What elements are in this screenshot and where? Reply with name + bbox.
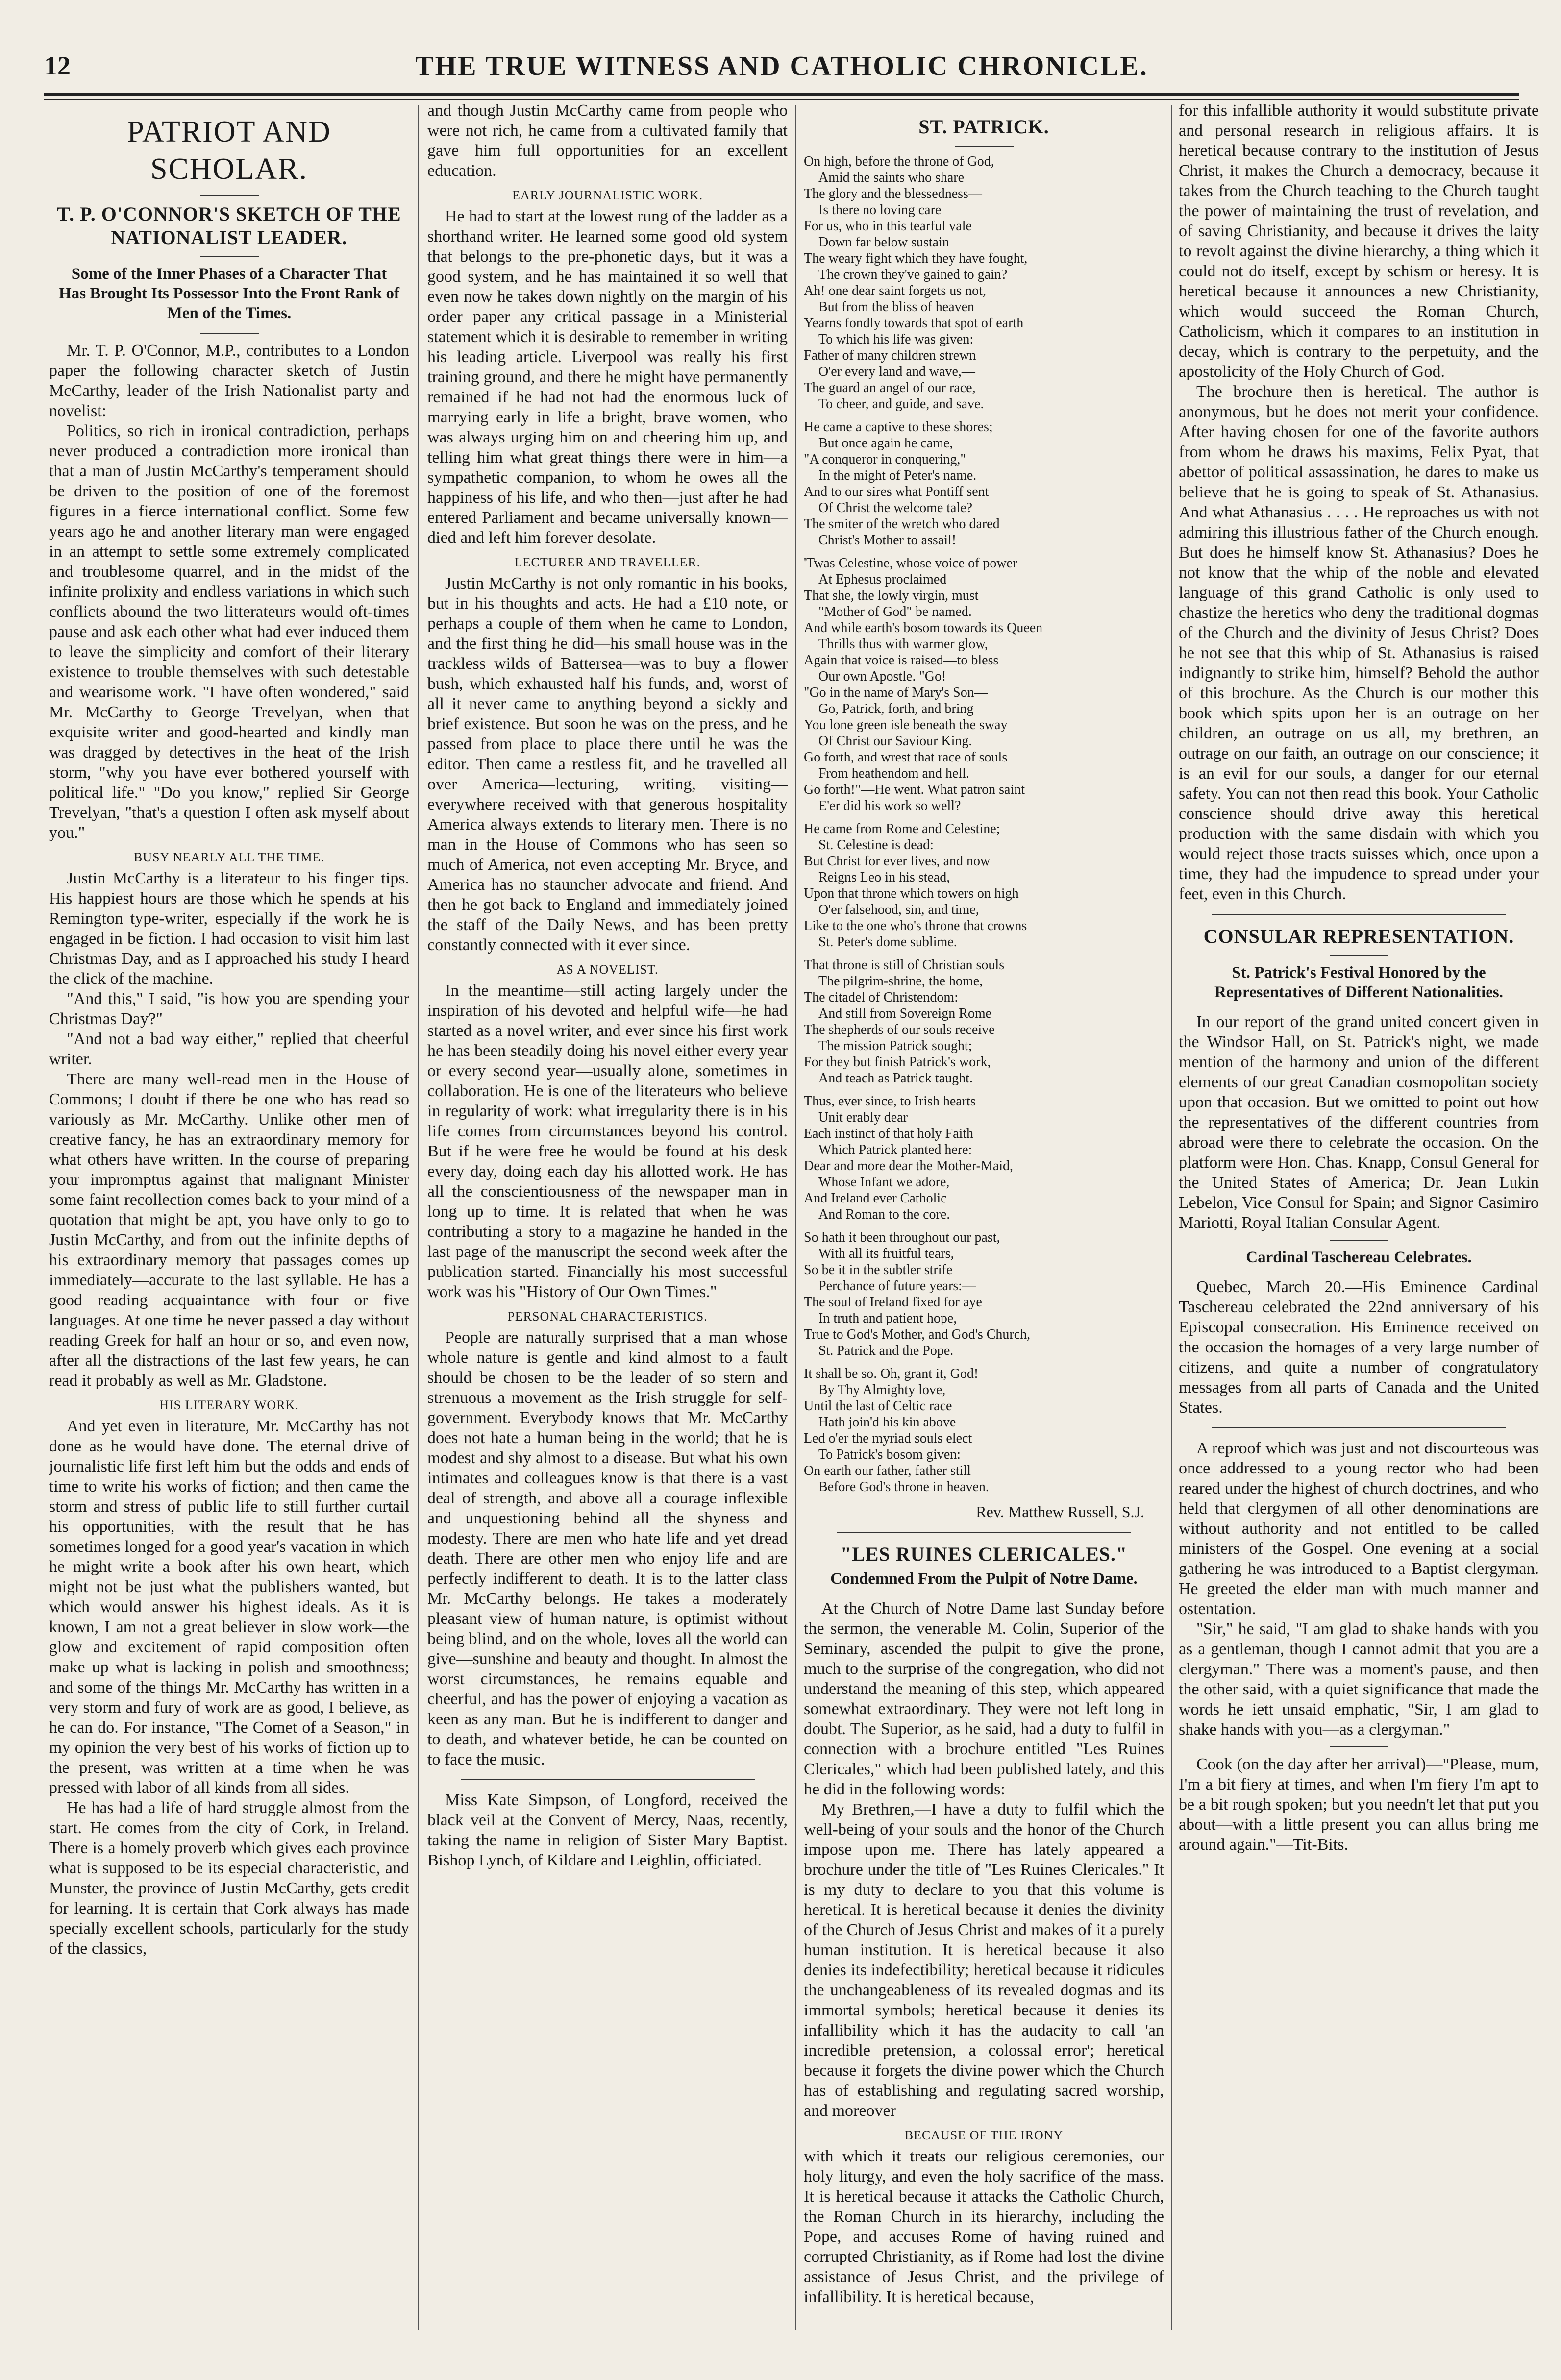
poem-line: The citadel of Christendom:: [804, 990, 958, 1005]
poem-line: He came from Rome and Celestine;: [804, 821, 1000, 836]
poem-line: With all its fruitful tears,: [818, 1246, 954, 1261]
poem-line: It shall be so. Oh, grant it, God!: [804, 1366, 979, 1381]
article-divider: [837, 1532, 1131, 1533]
paragraph: My Brethren,—I have a duty to fulfil which the well-being of your souls and the honor of the Church impose upon me. There has lately appeared a brochure under the title of "Les Ruines Clericales." It is my duty to declare to you that this volume is heretical. It is heretical because it denies the divinity of the Church of Jesus Christ and makes of it a purely human institution. It is heretical because it also denies its indefectibility; heretical because it ridicules the unchangeableness of its revealed dogmas and its immortal symbols; heretical because it denies its infallibility which it has the audacity to call 'an incredible pretension, a colossal error'; heretical because it forgets the divine power which the Church has of establishing and regulating sacred worship, and moreover: [804, 1800, 1164, 2120]
poem-line: Like to the one who's throne that crowns: [804, 918, 1027, 933]
poem-title: ST. PATRICK.: [918, 116, 1049, 138]
poem-line: That she, the lowly virgin, must: [804, 588, 979, 603]
section-heading: BECAUSE OF THE IRONY: [904, 2128, 1064, 2142]
column-4: [1179, 100, 1539, 2335]
poem-line: And Ireland ever Catholic: [804, 1191, 947, 1206]
paragraph: "And not a bad way either," replied that cheerful writer.: [49, 1030, 409, 1068]
poem-line: Amid the saints who share: [818, 170, 965, 185]
paragraph: He has had a life of hard struggle almost from the start. He comes from the city of Cork, in Ireland. There is a homely proverb which gives each province what is supposed to be its especial characteristic, and Munster, the province of Justin McCarthy, gets credit for learning. It is certain that Cork always has made specially excellent schools, particularly for the study of the classics,: [49, 1799, 409, 1958]
poem-line: 'Twas Celestine, whose voice of power: [804, 556, 1017, 571]
poem-line: You lone green isle beneath the sway: [804, 717, 1008, 733]
paragraph: Mr. T. P. O'Connor, M.P., contributes to a London paper the following character sketch of Justin McCarthy, leader of the Irish Nationalist party and novelist:: [49, 342, 409, 420]
poem-line: On earth our father, father still: [804, 1463, 971, 1478]
poem-line: True to God's Mother, and God's Church,: [804, 1327, 1031, 1342]
poem-line: But once again he came,: [818, 436, 953, 451]
section-heading: AS A NOVELIST.: [556, 962, 659, 977]
poem-stanza: [804, 1229, 1164, 1359]
masthead-rule-thin: [44, 99, 1519, 100]
section-rule: [1330, 1240, 1388, 1241]
poem-line: Yearns fondly towards that spot of earth: [804, 316, 1024, 331]
poem-line: Go forth, and wrest that race of souls: [804, 750, 1008, 765]
poem-line: O'er every land and wave,—: [818, 364, 975, 379]
poem-stanza: [804, 419, 1164, 548]
poem-line: To Patrick's bosom given:: [818, 1447, 961, 1462]
paragraph: In our report of the grand united concert given in the Windsor Hall, on St. Patrick's night, we made mention of the harmony and union of the different elements of our great Canadian cosmopolitan society upon that occasion. But we omitted to point out how the representatives of the different countries from abroad were there to celebrate the occasion. On the platform were Hon. Chas. Knapp, Consul General for the United States of America; Dr. Jean Lukin Lebelon, Vice Consul for Spain; and Signor Casimiro Mariotti, Royal Italian Consular Agent.: [1179, 1013, 1539, 1232]
column-rule: [418, 105, 419, 2330]
poem-line: Go forth!"—He went. What patron saint: [804, 782, 1025, 797]
poem-line: The soul of Ireland fixed for aye: [804, 1295, 982, 1310]
poem-line: St. Patrick and the Pope.: [818, 1343, 954, 1358]
article-subhead: T. P. O'CONNOR'S SKETCH OF THE NATIONALIST LEADER.: [57, 203, 401, 248]
poem-line: Is there no loving care: [818, 202, 942, 218]
poem-stanza: [804, 1093, 1164, 1223]
article-headline: CONSULAR REPRESENTATION.: [1203, 925, 1514, 947]
poem-stanza: [804, 1366, 1164, 1495]
section-heading: LECTURER AND TRAVELLER.: [514, 555, 701, 569]
poem-line: For us, who in this tearful vale: [804, 219, 972, 234]
poem-line: Of Christ our Saviour King.: [818, 734, 972, 749]
poem-line: Whose Infant we adore,: [818, 1175, 950, 1190]
article-divider: [1212, 1427, 1506, 1428]
section-heading: BUSY NEARLY ALL THE TIME.: [133, 850, 325, 864]
paragraph: Quebec, March 20.—His Eminence Cardinal Taschereau celebrated the 22nd anniversary of his Episcopal consecration. His Eminence received on the occasion the homages of a very large number of citizens, and quite a number of congratulatory messages from all parts of Canada and the United States.: [1179, 1278, 1539, 1417]
masthead-rule: [44, 93, 1519, 96]
poem-line: St. Celestine is dead:: [818, 837, 934, 853]
paragraph: and though Justin McCarthy came from people who were not rich, he came from a cultivated family that gave him full opportunities for an excellent education.: [427, 101, 788, 180]
poem-line: In truth and patient hope,: [818, 1311, 957, 1326]
article-deck: Some of the Inner Phases of a Character That Has Brought Its Possessor Into the Front Rank of Men of the Times.: [59, 265, 399, 322]
paragraph: And yet even in literature, Mr. McCarthy has not done as he would have done. The eternal drive of journalistic life first left him but the odds and ends of time to write his works of fiction; and then came the storm and stress of public life to still further curtail his opportunities, with the result that he has sometimes longed for a good year's vacation in which he might write a book after his own heart, which might not be just what the publishers wanted, but which would answer his highest ideals. As it is known, I am not a great believer in slow work—the glow and excitement of rapid composition often make up what is lacking in polish and smoothness; and some of the things Mr. McCarthy has written in a very storm and fury of work are as good, I believe, as he can do. For instance, "The Comet of a Season," in my opinion the very best of his works of fiction up to the present, was written at a time when he was pressed with labor of all kinds from all sides.: [49, 1417, 409, 1797]
paragraph: A reproof which was just and not discourteous was once addressed to a young rector who had been reared under the highest of church doctrines, and who held that clergymen of all other denominations are without authority and not entitled to be called ministers of the Gospel. One evening at a social gathering he was introduced to a Baptist clergyman. He greeted the elder man with much manner and ostentation.: [1179, 1439, 1539, 1618]
masthead: [44, 47, 1519, 100]
poem-line: He came a captive to these shores;: [804, 419, 993, 435]
poem-line: So hath it been throughout our past,: [804, 1230, 1000, 1245]
poem-line: Thus, ever since, to Irish hearts: [804, 1094, 976, 1109]
paragraph: He had to start at the lowest rung of the ladder as a shorthand writer. He learned some good old system that belongs to the pre-phonetic days, but it was a good system, and he has maintained it so well that even now he takes down nightly on the margin of his order paper any critical passage in a Ministerial statement which it is desirable to remember in writing his leading article. Liverpool was really his first training ground, and there he might have permanently remained if he had not had the enormous luck of marrying early in life a bright, brave women, who was always urging him on and cheering him up, and telling him what great things there were in him—a sympathetic companion, to whom he owes all the happiness of his life, and who then—just after he had entered Parliament and became universally known—died and left him forever desolate.: [427, 207, 788, 547]
column-rule: [795, 105, 796, 2330]
page-number: 12: [44, 51, 71, 80]
paragraph: The brochure then is heretical. The author is anonymous, but he does not merit your confidence. After having chosen for one of the favorite authors from whom he draws his maxims, Felix Pyat, that abettor of political assassination, he dares to make us believe that he is going to speak of St. Athanasius. And what Athanasius . . . . He reproaches us with not admiring this illustrious father of the Church enough. But does he himself know St. Athanasius? Does he not know that the whip of the noble and elevated language of this grand Catholic is only used to chastize the heretics who deny the traditional dogmas of the Church and the divinity of Jesus Christ? Does he not see that this whip of St. Athanasius is raised indignantly to strike him, himself? Behold the author of this brochure. As the Church is our mother this book which spits upon her is an outrage on her children, an outrage on us all, my brethren, an outrage on our faith, an outrage on our conscience; it is an evil for our souls, a danger for our eternal safety. You can not then read this book. Your Catholic conscience should drive away this heretical production with the same disdain with which you would reject those tracts suisses which, once upon a time, they had the impudence to spread under your feet, even in this Church.: [1179, 383, 1539, 903]
poem-line: The pilgrim-shrine, the home,: [818, 974, 983, 989]
poem-line: Down far below sustain: [818, 235, 949, 250]
poem-line: Reigns Leo in his stead,: [818, 870, 950, 885]
poem-line: Unit erably dear: [818, 1110, 908, 1125]
item-rule: [1330, 1746, 1388, 1747]
poem-line: And Roman to the core.: [818, 1207, 950, 1222]
poem-line: On high, before the throne of God,: [804, 154, 994, 169]
paragraph: Politics, so rich in ironical contradiction, perhaps never produced a contradiction more ironical than that a man of Justin McCarthy's temperament should be driven to the position of one of the foremost figures in a fierce international conflict. Some few years ago he and another literary man were engaged in an attempt to settle some extremely complicated and troublesome quarrel, and in the midst of the infinite prolixity and endless variations in which such conflicts abound the two litterateurs would oft-times pause and ask each other what had ever induced them to leave the simplicity and comfort of their literary existence to trouble themselves with such detestable and wearisome work. "I have often wondered," said Mr. McCarthy to George Trevelyan, when that exquisite writer and good-hearted and kindly man was dragged by detectives in the heat of the Irish storm, "why you have ever bothered yourself with political life." "Do you know," replied Sir George Trevelyan, "that's a question I often ask myself about you.": [49, 422, 409, 842]
poem-line: That throne is still of Christian souls: [804, 957, 1005, 973]
column-2: [427, 100, 788, 2335]
poem-line: Upon that throne which towers on high: [804, 886, 1019, 901]
paragraph: In the meantime—still acting largely under the inspiration of his devoted and helpful wife—he had started as a novel writer, and ever since his first work he has been steadily doing his novel either every year or every second year—usually alone, sometimes in collaboration. He is one of the literateurs who believe in regularity of work: what irregularity there is in his life comes from circumstances beyond his control. But if he were free he would be found at his desk every day, doing each day his allotted work. He has all the conscientiousness of the newspaper man in long up to time. It is related that when he was contributing a story to a magazine he handed in the last page of the manuscript the second week after the publication started. Financially his most successful work was his "History of Our Own Times.": [427, 981, 788, 1301]
poem-stanza: [804, 821, 1164, 950]
paragraph: Miss Kate Simpson, of Longford, received the black veil at the Convent of Mercy, Naas, recently, taking the name in religion of Sister Mary Baptist. Bishop Lynch, of Kildare and Leighlin, officiated.: [427, 1791, 788, 1869]
paragraph: There are many well-read men in the House of Commons; I doubt if there be one who has read so variously as Mr. McCarthy. Unlike other men of creative fancy, he has an extraordinary memory for what others have written. In the course of preparing your impromptus against that malignant Minister some faint recollection comes back to your mind of a quotation that might be apt, you have only to go to Justin McCarthy, and from out the infinite depths of his extraordinary memory that passages comes up immediately—accurate to the last syllable. He has a good reading acquaintance with four or five languages. At one time he never passed a day without reading Greek for half an hour or so, and even now, after all the distractions of the last few years, he can read it probably as well as Mr. Gladstone.: [49, 1070, 409, 1390]
deck-rule: [200, 333, 259, 334]
poem-line: Before God's throne in heaven.: [818, 1479, 989, 1495]
article-divider: [1212, 914, 1506, 915]
poem-line: Hath join'd his kin above—: [818, 1415, 970, 1430]
article-headline: PATRIOT AND SCHOLAR.: [127, 115, 331, 186]
poem-stanza: [804, 555, 1164, 814]
paragraph: Justin McCarthy is not only romantic in his books, but in his thoughts and acts. He had a £10 note, or perhaps a couple of them when he came to London, and the first thing he did—his small house was in the trackless wilds of Battersea—was to buy a flower bush, which exhausted half his funds, and, worst of all it never came to anything beyond a sickly and brief existence. But soon he was on the press, and he passed from place to place there until he was the editor. Then came a restless fit, and he travelled all over America—lecturing, writing, visiting—everywhere received with that generous hospitality America always extends to literary men. There is no man in the House of Commons who has seen so much of America, not even accepting Mr. Bryce, and America has no stauncher advocate and friend. And then he got back to England and immediately joined the staff of the Daily News, and has been pretty constantly connected with it ever since.: [427, 574, 788, 954]
paragraph: with which it treats our religious ceremonies, our holy liturgy, and even the holy sacrifice of the mass. It is heretical because it attacks the Catholic Church, the Roman Church in its hierarchy, including the Pope, and accuses Rome of having ruined and corrupted Christianity, as if Rome had lost the divine assistance of Jesus Christ, and the privilege of infallibility. It is heretical because,: [804, 2147, 1164, 2306]
poem-line: But from the bliss of heaven: [818, 299, 975, 315]
poem-line: Which Patrick planted here:: [818, 1142, 972, 1157]
poem-line: Perchance of future years:—: [818, 1278, 976, 1294]
article-headline: Cardinal Taschereau Celebrates.: [1246, 1249, 1472, 1266]
poem-line: And teach as Patrick taught.: [818, 1071, 973, 1086]
article-deck: St. Patrick's Festival Honored by the Representatives of Different Nationalities.: [1214, 964, 1503, 1001]
poem-line: The mission Patrick sought;: [818, 1038, 972, 1054]
paragraph: Cook (on the day after her arrival)—"Please, mum, I'm a bit fiery at times, and when I'm fiery I'm apt to be a bit rough spoken; but you needn't let that put you about—with a little present you can allus bring me around again."—Tit-Bits.: [1179, 1755, 1539, 1854]
poem-line: Go, Patrick, forth, and bring: [818, 701, 974, 716]
section-heading: EARLY JOURNALISTIC WORK.: [512, 188, 703, 202]
poem-line: Again that voice is raised—to bless: [804, 653, 999, 668]
section-heading: PERSONAL CHARACTERISTICS.: [507, 1309, 708, 1324]
poem-line: From heathendom and hell.: [818, 766, 969, 781]
poem-line: At Ephesus proclaimed: [818, 572, 947, 587]
poem-line: The glory and the blessedness—: [804, 186, 982, 201]
poem-line: Christ's Mother to assail!: [818, 533, 957, 548]
poem-line: "Go in the name of Mary's Son—: [804, 685, 988, 700]
article-headline: "LES RUINES CLERICALES.": [840, 1543, 1128, 1565]
paragraph: "Sir," he said, "I am glad to shake hands with you as a gentleman, though I cannot admit that you are a clergyman." There was a moment's pause, and then the other said, with a quiet significance that made the words he iett unsaid emphatic, "Sir, I am glad to shake hands with you—as a clergyman.": [1179, 1620, 1539, 1739]
poem-line: So be it in the subtler strife: [804, 1262, 953, 1277]
poem-line: Of Christ the welcome tale?: [818, 500, 973, 515]
poem-line: And to our sires what Pontiff sent: [804, 484, 989, 499]
poem-line: The guard an angel of our race,: [804, 380, 976, 395]
poem-line: The smiter of the wretch who dared: [804, 516, 1000, 532]
poem-line: O'er falsehood, sin, and time,: [818, 902, 979, 917]
poem-line: But Christ for ever lives, and now: [804, 854, 991, 869]
poem-stanza: [804, 957, 1164, 1086]
paragraph: At the Church of Notre Dame last Sunday before the sermon, the venerable M. Colin, Superior of the Seminary, ascended the pulpit to give the prone, much to the surprise of the congregation, who did not understand the meaning of this step, which appeared somewhat extraordinary. They were not left long in doubt. The Superior, as he said, had a duty to fulfil in connection with a brochure entitled "Les Ruines Clericales," which had been published lately, and this he did in the following words:: [804, 1599, 1164, 1798]
poem-line: The shepherds of our souls receive: [804, 1022, 995, 1037]
column-3: [804, 100, 1164, 2335]
poem-line: Father of many children strewn: [804, 348, 976, 363]
poem-line: Thrills thus with warmer glow,: [818, 637, 988, 652]
poem-line: Ah! one dear saint forgets us not,: [804, 283, 986, 298]
poem-line: Dear and more dear the Mother-Maid,: [804, 1158, 1014, 1174]
article-divider: [461, 1779, 755, 1780]
poem-stanza: [804, 153, 1164, 412]
poem-line: The weary fight which they have fought,: [804, 251, 1028, 266]
poem-author: Rev. Matthew Russell, S.J.: [976, 1503, 1144, 1521]
poem-line: Led o'er the myriad souls elect: [804, 1431, 972, 1446]
paragraph: for this infallible authority it would substitute private and personal research in religious affairs. It is heretical because contrary to the institution of Jesus Christ, it makes the Church a democracy, because it takes from the Church teaching to the Church taught the power of maintaining the trust of revelation, and of saving Christianity, and because it drives the laity to revolt against the divine hierarchy, a thing which it could not do itself, except by schism or heresy. It is heretical because it announces a new Christianity, which would succeed the Roman Church, Catholicism, which it compares to an institution in decay, which is contrary to the perpetuity, and the apostolicity of the Holy Church of God.: [1179, 101, 1539, 381]
paragraph: "And this," I said, "is how you are spending your Christmas Day?": [49, 990, 409, 1028]
poem-line: And still from Sovereign Rome: [818, 1006, 992, 1021]
poem-line: "A conqueror in conquering,": [804, 452, 966, 467]
headline-rule: [200, 195, 259, 196]
poem-line: To which his life was given:: [818, 332, 974, 347]
article-deck: Condemned From the Pulpit of Notre Dame.: [830, 1570, 1138, 1588]
paragraph: Justin McCarthy is a literateur to his finger tips. His happiest hours are those which he spends at his Remington type-writer, especially if the work he is engaged in be fiction. I had occasion to visit him last Christmas Day, and as I approached his study I heard the click of the machine.: [49, 869, 409, 988]
subhead-rule: [200, 256, 259, 257]
poem-line: E'er did his work so well?: [818, 798, 961, 813]
poem-line: And while earth's bosom towards its Queen: [804, 620, 1043, 636]
poem-line: In the might of Peter's name.: [818, 468, 977, 483]
poem-line: "Mother of God" be named.: [818, 604, 972, 619]
section-heading: HIS LITERARY WORK.: [159, 1398, 299, 1412]
title-rule: [955, 146, 1014, 147]
poem-line: The crown they've gained to gain?: [818, 267, 1008, 282]
poem-line: For they but finish Patrick's work,: [804, 1055, 991, 1070]
poem-line: Until the last of Celtic race: [804, 1399, 952, 1414]
poem-line: St. Peter's dome sublime.: [818, 934, 957, 950]
poem-line: Our own Apostle. "Go!: [818, 669, 946, 684]
poem-line: By Thy Almighty love,: [818, 1382, 946, 1398]
poem-line: To cheer, and guide, and save.: [818, 396, 984, 412]
column-rule: [1171, 105, 1172, 2330]
column-1: [49, 100, 409, 2335]
poem-line: Each instinct of that holy Faith: [804, 1126, 974, 1141]
paragraph: People are naturally surprised that a man whose whole nature is gentle and kind almost to a fault should be chosen to be the leader of so stern and strenuous a movement as the Irish struggle for self-government. Everybody knows that Mr. McCarthy does not hate a human being in the world; that he is modest and shy almost to a disease. But what his own intimates and colleagues know is that there is a vast deal of strength, and above all a courage inflexible and unquestioning behind all the shyness and modesty. There are men who hate life and yet dread death. There are other men who enjoy life and are perfectly indifferent to death. It is to the latter class Mr. McCarthy belongs. He takes a moderately pleasant view of human nature, is optimist without being blind, and on the whole, loves all the world can give—sunshine and beauty and thought. In almost the worst circumstances, he remains equable and cheerful, and has the power of enjoying a vacation as keen as any man. But he is indifferent to danger and to death, and whatever betide, he can be counted on to face the music.: [427, 1328, 788, 1768]
newspaper-title: THE TRUE WITNESS AND CATHOLIC CHRONICLE.: [415, 51, 1148, 81]
headline-rule: [1330, 955, 1388, 956]
